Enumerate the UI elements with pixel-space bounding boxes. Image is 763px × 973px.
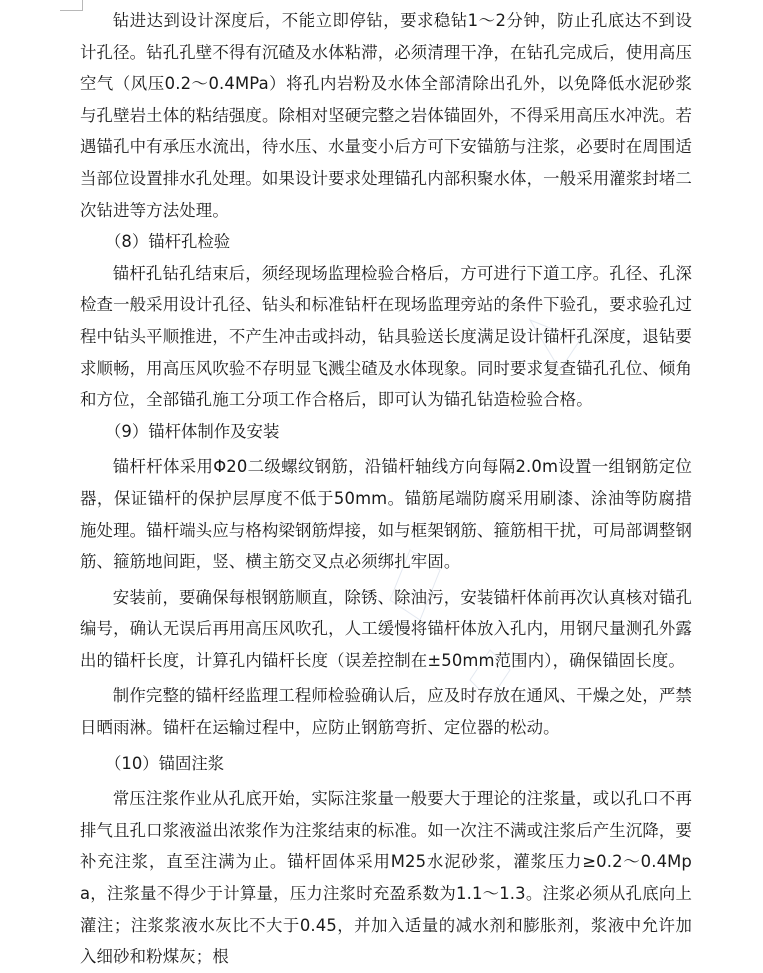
- paragraph-storage: 制作完整的锚杆经监理工程师检验确认后，应及时存放在通风、干燥之处，严禁日晒雨淋。锚杆在运输过程中，应防止钢筋弯折、定位器的松动。: [80, 686, 692, 738]
- paragraph-anchor-material: 锚杆杆体采用Φ20二级螺纹钢筋，沿锚杆轴线方向每隔2.0m设置一组钢筋定位器，保证锚杆的保护层厚度不低于50mm。锚筋尾端防腐采用刷漆、涂油等防腐措施处理。锚杆端头应与格构梁钢筋焊接，如与框架钢筋、箍筋相干扰，可局部调整钢筋、箍筋地间距，竖、横主筋交叉点必须绑扎牢固。: [80, 457, 693, 572]
- paragraph-hole-inspection: 锚杆孔钻孔结束后，须经现场监理检验合格后，方可进行下道工序。孔径、孔深检查一般采用设计孔径、钻头和标准钻杆在现场监理旁站的条件下验孔，要求验孔过程中钻头平顺推进，不产生冲击或抖动，钻具验送长度满足设计锚杆孔深度，退钻要求顺畅，用高压风吹验不存明显飞溅尘碴及水体现象。同时要求复查锚孔孔位、倾角和方位，全部锚孔施工分项工作合格后，即可认为锚孔钻造检验合格。: [80, 263, 693, 410]
- heading-anchor-hole-inspection: （8）锚杆孔检验: [105, 232, 231, 252]
- heading-anchor-fabrication: （9）锚杆体制作及安装: [105, 421, 280, 441]
- heading-anchor-grouting: （10）锚固注浆: [105, 753, 225, 773]
- paragraph-installation: 安装前，要确保每根钢筋顺直，除锈、除油污，安装锚杆体前再次认真核对锚孔编号，确认无误后再用高压风吹孔，人工缓慢将锚杆体放入孔内，用钢尺量测孔外露出的锚杆长度，计算孔内锚杆长度（误差控制在±50mm范围内），确保锚固长度。: [80, 587, 693, 670]
- document-body: [80, 5, 692, 973]
- paragraph-drilling-completion: 钻进达到设计深度后，不能立即停钻，要求稳钻1～2分钟，防止孔底达不到设计孔径。钻孔孔壁不得有沉碴及水体粘滞，必须清理干净，在钻孔完成后，使用高压空气（风压0.2～0.4MPa）将孔内岩粉及水体全部清除出孔外，以免降低水泥砂浆与孔壁岩土体的粘结强度。除相对坚硬完整之岩体锚固外，不得采用高压水冲洗。若遇锚孔中有承压水流出，待水压、水量变小后方可下安锚筋与注浆，必要时在周围适当部位设置排水孔处理。如果设计要求处理锚孔内部积聚水体，一般采用灌浆封堵二次钻进等方法处理。: [80, 11, 693, 220]
- paragraph-grouting: 常压注浆作业从孔底开始，实际注浆量一般要大于理论的注浆量，或以孔口不再排气且孔口浆液溢出浓浆作为注浆结束的标准。如一次注不满或注浆后产生沉降，要补充注浆，直至注满为止。锚杆固体采用M25水泥砂浆，灌浆压力≥0.2～0.4Mpa，注浆量不得少于计算量，压力注浆时充盈系数为1.1～1.3。注浆必须从孔底向上灌注；注浆浆液水灰比不大于0.45，并加入适量的减水剂和膨胀剂，浆液中允许加入细砂和粉煤灰；根: [80, 789, 693, 967]
